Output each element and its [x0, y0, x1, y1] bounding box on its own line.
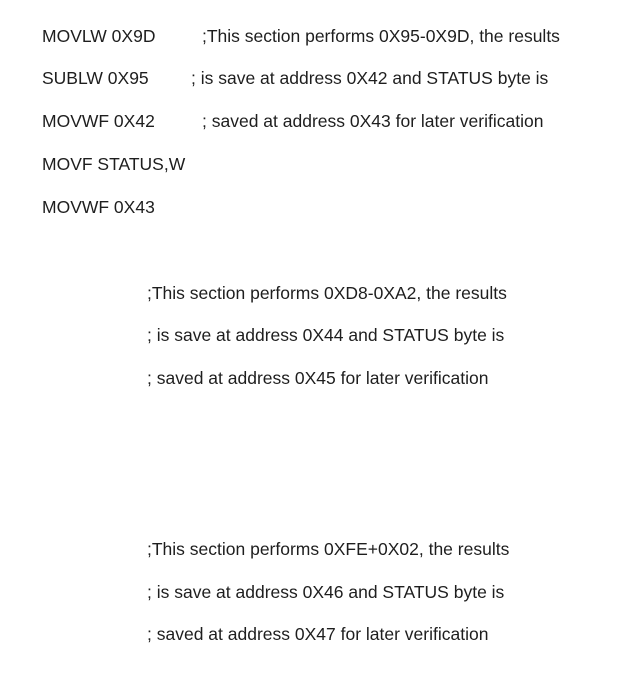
comment-line: ;This section performs 0XFE+0X02, the results: [147, 539, 510, 559]
instruction-line: SUBLW 0X95: [42, 68, 149, 88]
instruction-line: MOVLW 0X9D: [42, 26, 156, 46]
comment-line: ;This section performs 0X95-0X9D, the results: [202, 26, 560, 46]
comment-line: ; saved at address 0X43 for later verification: [202, 111, 544, 131]
comment-line: ; is save at address 0X42 and STATUS byte is: [191, 68, 549, 88]
comment-line: ; is save at address 0X46 and STATUS byte is: [147, 582, 505, 602]
instruction-line: MOVWF 0X42: [42, 111, 155, 131]
comment-line: ;This section performs 0XD8-0XA2, the results: [147, 283, 507, 303]
comment-line: ; is save at address 0X44 and STATUS byte is: [147, 325, 505, 345]
comment-line: ; saved at address 0X47 for later verification: [147, 624, 489, 644]
instruction-line: MOVWF 0X43: [42, 197, 155, 217]
comment-line: ; saved at address 0X45 for later verification: [147, 368, 489, 388]
instruction-line: MOVF STATUS,W: [42, 154, 186, 174]
